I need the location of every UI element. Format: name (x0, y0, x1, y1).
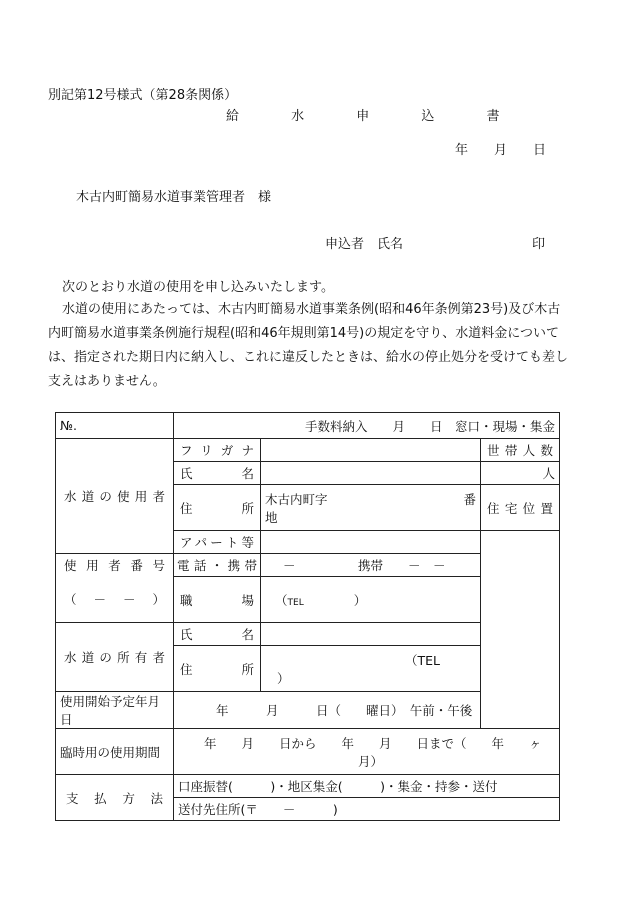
address-ban: 番 (463, 491, 476, 507)
applicant-name-label: 申込者 氏名 (325, 237, 404, 252)
user-number-paren: （ － － ） (56, 577, 174, 623)
address-town: 木古内町字 (265, 491, 328, 507)
application-form-table (55, 412, 560, 821)
seal-mark: 印 (532, 237, 546, 252)
water-user-label: 水道の使用者 (56, 439, 174, 554)
addressee: 木古内町簡易水道事業管理者 様 (76, 190, 272, 205)
form-reference: 別記第12号様式（第28条関係） (48, 88, 238, 103)
start-date-field[interactable]: 年 月 日（ 曜日） 午前・午後 (174, 692, 560, 729)
house-position-label: 住宅位置 (481, 485, 560, 531)
workplace-field[interactable] (261, 577, 481, 623)
water-owner-label: 水道の所有者 (56, 623, 174, 692)
owner-tel: （TEL (405, 652, 440, 668)
payment-method-label: 支払方法 (56, 775, 174, 821)
owner-name-field[interactable] (261, 623, 481, 646)
apartment-field[interactable] (261, 531, 481, 554)
form-title: 給 水 申 込 書 (226, 109, 524, 124)
address-field[interactable] (261, 485, 481, 531)
owner-address-label: 住所 (174, 646, 261, 692)
terms-paragraph: 水道の使用にあたっては、木古内町簡易水道事業条例(昭和46年条例第23号)及び木古内町簡易水道事業条例施行規程(昭和46年規則第14号)の規定を守り、水道料金については、指定された期日内に納入し、これに違反したときは、給水の停止処分を受けても差し支えはありません。 (48, 302, 569, 389)
user-number-label: 使用者番号 (56, 554, 174, 577)
tel-close: ） (303, 592, 367, 608)
temp-period-label: 臨時用の使用期間 (56, 729, 174, 775)
persons-unit: 人 (481, 462, 560, 485)
tel-open: （ (275, 592, 288, 608)
fee-payment-line: 手数料納入 月 日 窓口・現場・集金 (174, 413, 560, 439)
intro-sentence: 次のとおり水道の使用を申し込みいたします。 (62, 280, 334, 295)
furigana-field[interactable] (261, 439, 481, 462)
start-date-label: 使用開始予定年月日 (56, 692, 174, 729)
phone-label: 電話・携帯 (174, 554, 261, 577)
number-label: №. (56, 413, 174, 439)
payment-method-field[interactable]: 口座振替( )・地区集金( )・集金・持参・送付 (174, 775, 560, 798)
temp-period-line1: 年 月 日から 年 月 日まで（ 年 ヶ (204, 735, 542, 751)
send-address-field[interactable]: 送付先住所(〒 － ) (174, 798, 560, 821)
owner-tel-close: ） (277, 670, 290, 686)
address-label: 住所 (174, 485, 261, 531)
owner-address-field[interactable] (261, 646, 481, 692)
tel-label: TEL (287, 597, 304, 608)
address-chi: 地 (265, 509, 278, 525)
date-line: 年 月 日 (455, 143, 547, 158)
apartment-label: アパート等 (174, 531, 261, 554)
phone-field[interactable]: － 携帯 － － (261, 554, 481, 577)
owner-name-label: 氏名 (174, 623, 261, 646)
temp-period-field[interactable] (174, 729, 560, 775)
temp-period-line2: 月） (358, 753, 384, 769)
name-label: 氏名 (174, 462, 261, 485)
household-count-label: 世帯人数 (481, 439, 560, 462)
name-field[interactable] (261, 462, 481, 485)
furigana-label: フリガナ (174, 439, 261, 462)
workplace-label: 職場 (174, 577, 261, 623)
